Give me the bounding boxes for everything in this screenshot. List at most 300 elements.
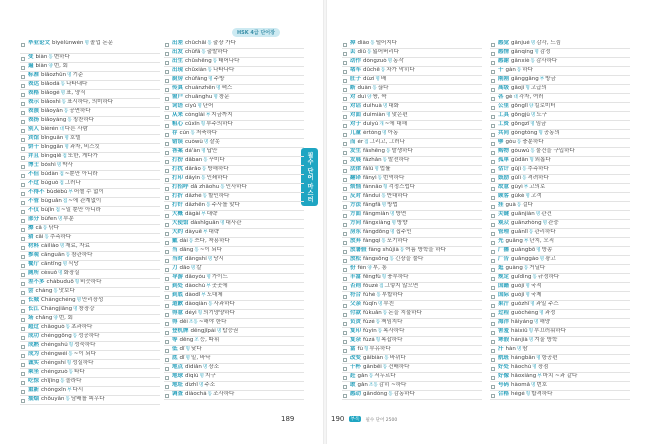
checkbox-icon[interactable]	[165, 304, 169, 308]
checkbox-icon[interactable]	[165, 259, 169, 263]
entry-translation: 맞은편	[391, 112, 408, 118]
entry-pinyin: fāngfǎ	[363, 202, 381, 208]
entry-hanzi: 对面	[350, 112, 362, 118]
checkbox-icon[interactable]	[21, 264, 25, 268]
checkbox-icon[interactable]	[21, 363, 25, 367]
checkbox-icon[interactable]	[343, 304, 347, 308]
entry-part-of-speech: 조동	[368, 383, 378, 388]
word-entry	[164, 310, 304, 319]
checkbox-icon[interactable]	[165, 52, 169, 56]
checkbox-icon[interactable]	[165, 358, 169, 362]
checkbox-icon[interactable]	[165, 241, 169, 245]
checkbox-icon[interactable]	[21, 120, 25, 124]
checkbox-icon[interactable]	[21, 201, 25, 205]
checkbox-icon[interactable]	[343, 52, 347, 56]
entry-part-of-speech: 명	[206, 275, 211, 280]
entry-text	[498, 85, 547, 92]
entry-translation: 복잡하다	[381, 337, 403, 343]
entry-pinyin: guānjiàn	[511, 211, 535, 217]
checkbox-icon[interactable]	[343, 340, 347, 344]
checkbox-icon[interactable]	[343, 394, 347, 398]
entry-text	[350, 229, 412, 236]
entry-part-of-speech: 명	[534, 50, 539, 55]
entry-part-of-speech: 동	[48, 55, 53, 60]
entry-hanzi: 方向	[350, 220, 362, 226]
entry-pinyin: dǎzhēn	[185, 202, 206, 208]
word-entry	[342, 76, 482, 85]
entry-pinyin: fàngqì	[363, 238, 381, 244]
entry-part-of-speech: 동	[381, 239, 386, 244]
entry-hanzi: 肚子	[350, 76, 362, 82]
checkbox-icon[interactable]	[21, 372, 25, 376]
checkbox-icon[interactable]	[21, 273, 25, 277]
checkbox-icon[interactable]	[491, 124, 495, 128]
checkbox-icon[interactable]	[343, 358, 347, 362]
checkbox-icon[interactable]	[491, 304, 495, 308]
entry-pinyin: cānguān	[41, 252, 65, 258]
checkbox-icon[interactable]	[491, 259, 495, 263]
checkbox-icon[interactable]	[165, 313, 169, 317]
checkbox-icon[interactable]	[21, 228, 25, 232]
entry-translation: 또한, 게다가	[67, 153, 98, 159]
entry-part-of-speech: 동	[72, 334, 78, 339]
checkbox-icon[interactable]	[491, 277, 495, 281]
checkbox-icon[interactable]	[343, 178, 347, 182]
checkbox-icon[interactable]	[21, 138, 25, 142]
checkbox-icon[interactable]	[343, 70, 347, 74]
entry-hanzi: 感谢	[498, 58, 510, 64]
checkbox-icon[interactable]	[343, 295, 347, 299]
checkbox-icon[interactable]	[343, 331, 347, 335]
checkbox-icon[interactable]	[491, 394, 495, 398]
checkbox-icon[interactable]	[165, 70, 169, 74]
entry-hanzi: 好像	[498, 373, 510, 379]
checkbox-icon[interactable]	[21, 210, 25, 214]
checkbox-icon[interactable]	[165, 295, 169, 299]
checkbox-icon[interactable]	[491, 151, 495, 155]
word-entry	[342, 274, 482, 283]
entry-hanzi: 放弃	[350, 238, 362, 244]
word-entry	[490, 157, 630, 166]
entry-text	[350, 166, 390, 173]
checkbox-icon[interactable]	[165, 232, 169, 236]
checkbox-icon[interactable]	[21, 111, 25, 115]
checkbox-icon[interactable]	[491, 160, 495, 164]
word-entry	[342, 58, 482, 67]
entry-text	[498, 148, 575, 155]
entry-pinyin: biǎogé	[41, 90, 60, 96]
entry-part-of-speech: 명	[539, 311, 544, 316]
checkbox-icon[interactable]	[343, 151, 347, 155]
entry-text	[28, 117, 94, 124]
checkbox-icon[interactable]	[343, 133, 347, 137]
checkbox-icon[interactable]	[343, 367, 347, 371]
entry-text	[350, 265, 387, 272]
entry-text	[28, 315, 73, 322]
entry-hanzi: 海洋	[498, 319, 510, 325]
checkbox-icon[interactable]	[343, 115, 347, 119]
entry-translation: 표시하다, 의미하다	[67, 99, 114, 105]
checkbox-icon[interactable]	[343, 214, 347, 218]
entry-hanzi: 逛	[498, 265, 504, 271]
checkbox-icon[interactable]	[165, 115, 169, 119]
entry-text	[350, 247, 446, 254]
entry-pinyin: děi	[179, 319, 188, 325]
word-entry	[20, 297, 160, 306]
checkbox-icon[interactable]	[21, 192, 25, 196]
entry-text	[350, 283, 418, 290]
entry-pinyin: gūjì	[511, 166, 522, 172]
checkbox-icon[interactable]	[165, 88, 169, 92]
entry-translation: 돈을 지불하다	[388, 310, 422, 316]
entry-text	[350, 157, 409, 164]
checkbox-icon[interactable]	[343, 169, 347, 173]
checkbox-icon[interactable]	[491, 79, 495, 83]
entry-pinyin: chúfáng	[185, 76, 208, 82]
checkbox-icon[interactable]	[21, 291, 25, 295]
entry-text	[498, 139, 544, 146]
checkbox-icon[interactable]	[21, 147, 25, 151]
checkbox-icon[interactable]	[343, 79, 347, 83]
checkbox-icon[interactable]	[165, 178, 169, 182]
checkbox-icon[interactable]	[21, 345, 25, 349]
checkbox-icon[interactable]	[165, 331, 169, 335]
checkbox-icon[interactable]	[491, 331, 495, 335]
entry-text	[498, 166, 549, 173]
entry-part-of-speech: 동	[380, 68, 386, 73]
checkbox-icon[interactable]	[21, 174, 25, 178]
checkbox-icon[interactable]	[165, 196, 169, 200]
checkbox-icon[interactable]	[491, 88, 495, 92]
entry-part-of-speech: 동	[516, 140, 522, 145]
entry-text	[498, 211, 552, 218]
checkbox-icon[interactable]	[21, 399, 25, 403]
entry-hanzi: 答案	[172, 148, 184, 154]
entry-part-of-speech: 명	[64, 145, 69, 150]
checkbox-icon[interactable]	[21, 336, 25, 340]
checkbox-icon[interactable]	[165, 214, 169, 218]
checkbox-icon[interactable]	[165, 142, 169, 146]
entry-hanzi: 道歉	[172, 301, 184, 307]
word-entry	[342, 328, 482, 337]
entry-hanzi: 并且	[28, 153, 40, 159]
entry-text	[28, 360, 93, 367]
entry-pinyin: bìngqiě	[41, 153, 62, 159]
entry-pinyin: fángdōng	[363, 229, 390, 235]
checkbox-icon[interactable]	[21, 165, 25, 169]
checkbox-icon[interactable]	[491, 205, 495, 209]
entry-hanzi: 打针	[172, 202, 184, 208]
checkbox-icon[interactable]	[343, 61, 347, 65]
checkbox-icon[interactable]	[165, 151, 169, 155]
checkbox-icon[interactable]	[165, 79, 169, 83]
checkbox-icon[interactable]	[21, 300, 25, 304]
entry-translation: 대략	[206, 211, 218, 217]
word-entry	[342, 211, 482, 220]
checkbox-icon[interactable]	[491, 295, 495, 299]
entry-translation: 도구	[536, 112, 547, 118]
checkbox-icon[interactable]	[343, 349, 347, 353]
checkbox-icon[interactable]	[491, 349, 495, 353]
entry-text	[350, 202, 398, 209]
entry-pinyin: bìyèlùnwén	[52, 40, 84, 46]
word-column-1	[20, 40, 160, 405]
checkbox-icon[interactable]	[491, 196, 495, 200]
entry-hanzi: 孤单	[498, 157, 510, 163]
checkbox-icon[interactable]	[21, 66, 25, 70]
checkbox-icon[interactable]	[21, 282, 25, 286]
entry-text	[350, 337, 402, 344]
entry-hanzi: 材料	[28, 243, 40, 249]
entry-part-of-speech: 동	[68, 370, 74, 375]
checkbox-icon[interactable]	[343, 142, 347, 146]
checkbox-icon[interactable]	[21, 327, 25, 331]
entry-text	[172, 184, 247, 191]
entry-text	[172, 364, 219, 371]
entry-pinyin: gùyì	[511, 184, 523, 190]
entry-part-of-speech: 명	[201, 149, 206, 154]
checkbox-icon[interactable]	[21, 84, 25, 88]
checkbox-icon[interactable]	[21, 183, 25, 187]
entry-part-of-speech: 명	[535, 212, 541, 217]
entry-hanzi: 厨房	[172, 76, 184, 82]
checkbox-icon[interactable]	[343, 187, 347, 191]
checkbox-icon[interactable]	[491, 241, 495, 245]
word-entry	[20, 360, 160, 369]
checkbox-icon[interactable]	[21, 255, 25, 259]
entry-hanzi: 广告	[498, 256, 510, 262]
checkbox-icon[interactable]	[343, 259, 347, 263]
checkbox-icon[interactable]	[165, 376, 169, 380]
checkbox-icon[interactable]	[491, 268, 495, 272]
entry-hanzi: 重新	[28, 387, 40, 393]
checkbox-icon[interactable]	[21, 354, 25, 358]
entry-translation: 과일 주스	[535, 301, 559, 307]
word-entry	[342, 319, 482, 328]
entry-translation: 그러나	[64, 180, 81, 186]
entry-pinyin: dǎban	[185, 157, 203, 163]
checkbox-icon[interactable]	[491, 187, 495, 191]
entry-pinyin: gōngjù	[511, 112, 530, 118]
word-entry	[20, 315, 160, 324]
entry-translation: 나타내다	[66, 81, 88, 87]
entry-text	[172, 94, 229, 101]
checkbox-icon[interactable]	[21, 57, 25, 61]
entry-translation: 집주인	[395, 229, 412, 235]
entry-pinyin: duàn	[357, 85, 372, 91]
entry-text	[28, 324, 92, 331]
checkbox-icon[interactable]	[491, 169, 495, 173]
checkbox-icon[interactable]	[491, 385, 495, 389]
checkbox-icon[interactable]	[343, 322, 347, 326]
checkbox-icon[interactable]	[491, 286, 495, 290]
entry-translation: 번역하다	[383, 175, 405, 181]
checkbox-icon[interactable]	[491, 214, 495, 218]
entry-part-of-speech: 동	[367, 50, 372, 55]
checkbox-icon[interactable]	[491, 340, 495, 344]
checkbox-icon[interactable]	[343, 376, 347, 380]
checkbox-icon[interactable]	[21, 75, 25, 79]
checkbox-icon[interactable]	[343, 268, 347, 272]
checkbox-icon[interactable]	[165, 106, 169, 110]
checkbox-icon[interactable]	[165, 250, 169, 254]
checkbox-icon[interactable]	[343, 385, 347, 389]
checkbox-icon[interactable]	[21, 390, 25, 394]
entry-translation: 아동	[387, 130, 399, 136]
checkbox-icon[interactable]	[165, 133, 169, 137]
checkbox-icon[interactable]	[343, 196, 347, 200]
checkbox-icon[interactable]	[491, 52, 495, 56]
checkbox-icon[interactable]	[343, 160, 347, 164]
checkbox-icon[interactable]	[343, 313, 347, 317]
checkbox-icon[interactable]	[165, 223, 169, 227]
entry-text	[350, 220, 408, 227]
checkbox-icon[interactable]	[343, 250, 347, 254]
checkbox-icon[interactable]	[491, 61, 495, 65]
entry-part-of-speech: 동	[44, 235, 49, 240]
entry-text	[350, 58, 404, 65]
entry-pinyin: diào	[357, 40, 370, 46]
entry-translation: 하다	[522, 67, 533, 73]
checkbox-icon[interactable]	[165, 205, 169, 209]
checkbox-icon[interactable]	[21, 237, 25, 241]
checkbox-icon[interactable]	[165, 394, 169, 398]
checkbox-icon[interactable]	[343, 241, 347, 245]
entry-translation: 관건	[541, 211, 552, 217]
checkbox-icon[interactable]	[491, 313, 495, 317]
checkbox-icon[interactable]	[491, 322, 495, 326]
entry-translation: 발생하다	[391, 148, 413, 154]
checkbox-icon[interactable]	[165, 43, 169, 47]
entry-part-of-speech: 대	[513, 95, 518, 100]
entry-hanzi: 放松	[350, 256, 362, 262]
checkbox-icon[interactable]	[343, 43, 347, 47]
checkbox-icon[interactable]	[491, 115, 495, 119]
checkbox-icon[interactable]	[343, 223, 347, 227]
entry-text	[28, 198, 101, 205]
word-entry	[164, 274, 304, 283]
entry-text	[172, 391, 234, 398]
checkbox-icon[interactable]	[343, 124, 347, 128]
checkbox-icon[interactable]	[165, 97, 169, 101]
checkbox-icon[interactable]	[165, 385, 169, 389]
checkbox-icon[interactable]	[165, 61, 169, 65]
checkbox-icon[interactable]	[165, 340, 169, 344]
checkbox-icon[interactable]	[491, 70, 495, 74]
checkbox-icon[interactable]	[165, 322, 169, 326]
checkbox-icon[interactable]	[343, 286, 347, 290]
entry-part-of-speech: 형	[383, 185, 388, 190]
entry-hanzi: 刀	[172, 265, 178, 271]
entry-pinyin: cún	[179, 130, 190, 136]
entry-hanzi: 对	[350, 94, 356, 100]
entry-hanzi: 表示	[28, 99, 40, 105]
entry-pinyin: dǔchē	[363, 67, 380, 73]
checkbox-icon[interactable]	[491, 97, 495, 101]
word-entry	[490, 382, 630, 391]
checkbox-icon[interactable]	[21, 129, 25, 133]
entry-part-of-speech: 형	[197, 311, 203, 316]
entry-text	[28, 72, 83, 79]
checkbox-icon[interactable]	[165, 124, 169, 128]
entry-hanzi: 尝	[28, 288, 34, 294]
checkbox-icon[interactable]	[21, 93, 25, 97]
checkbox-icon[interactable]	[165, 268, 169, 272]
entry-hanzi: 光	[498, 238, 504, 244]
checkbox-icon[interactable]	[165, 160, 169, 164]
entry-hanzi: 挂	[498, 202, 504, 208]
checkbox-icon[interactable]	[491, 43, 495, 47]
entry-text	[350, 382, 406, 389]
entry-translation: ~에 관계없이	[68, 198, 102, 204]
entry-part-of-speech: 명	[62, 262, 68, 267]
checkbox-icon[interactable]	[21, 318, 25, 322]
checkbox-icon[interactable]	[21, 43, 25, 47]
checkbox-icon[interactable]	[165, 349, 169, 353]
checkbox-icon[interactable]	[343, 97, 347, 101]
checkbox-icon[interactable]	[165, 277, 169, 281]
checkbox-icon[interactable]	[21, 102, 25, 106]
word-entry	[342, 301, 482, 310]
entry-translation: 격려하다	[527, 175, 549, 181]
entry-part-of-speech: 형	[525, 392, 531, 397]
checkbox-icon[interactable]	[165, 169, 169, 173]
checkbox-icon[interactable]	[21, 246, 25, 250]
checkbox-icon[interactable]	[21, 156, 25, 160]
entry-hanzi: 父亲	[350, 301, 362, 307]
entry-text	[172, 346, 202, 353]
checkbox-icon[interactable]	[491, 133, 495, 137]
checkbox-icon[interactable]	[165, 286, 169, 290]
checkbox-icon[interactable]	[491, 232, 495, 236]
entry-text	[28, 40, 113, 47]
checkbox-icon[interactable]	[491, 178, 495, 182]
word-entry	[490, 166, 630, 175]
checkbox-icon[interactable]	[343, 277, 347, 281]
entry-pinyin: guīdìng	[511, 274, 532, 280]
entry-hanzi: 刚刚	[498, 76, 510, 82]
checkbox-icon[interactable]	[343, 205, 347, 209]
entry-pinyin: fánnǎo	[363, 184, 383, 190]
checkbox-icon[interactable]	[491, 223, 495, 227]
checkbox-icon[interactable]	[21, 381, 25, 385]
entry-pinyin: duì	[357, 94, 367, 100]
checkbox-icon[interactable]	[491, 376, 495, 380]
word-entry	[20, 216, 160, 225]
word-entry	[20, 378, 160, 387]
checkbox-icon[interactable]	[491, 358, 495, 362]
word-entry	[20, 126, 160, 135]
checkbox-icon[interactable]	[165, 187, 169, 191]
entry-pinyin: bóshì	[41, 162, 56, 168]
entry-hanzi: 打扰	[172, 166, 184, 172]
entry-pinyin: bǐnggān	[41, 144, 64, 150]
checkbox-icon[interactable]	[343, 232, 347, 236]
checkbox-icon[interactable]	[491, 106, 495, 110]
checkbox-icon[interactable]	[491, 250, 495, 254]
checkbox-icon[interactable]	[21, 309, 25, 313]
checkbox-icon[interactable]	[491, 142, 495, 146]
checkbox-icon[interactable]	[21, 219, 25, 223]
entry-text	[28, 342, 95, 349]
checkbox-icon[interactable]	[343, 106, 347, 110]
checkbox-icon[interactable]	[165, 367, 169, 371]
checkbox-icon[interactable]	[343, 88, 347, 92]
entry-hanzi: 高级	[498, 85, 510, 91]
checkbox-icon[interactable]	[491, 367, 495, 371]
entry-translation: 장점	[537, 364, 549, 370]
word-entry	[164, 247, 304, 256]
